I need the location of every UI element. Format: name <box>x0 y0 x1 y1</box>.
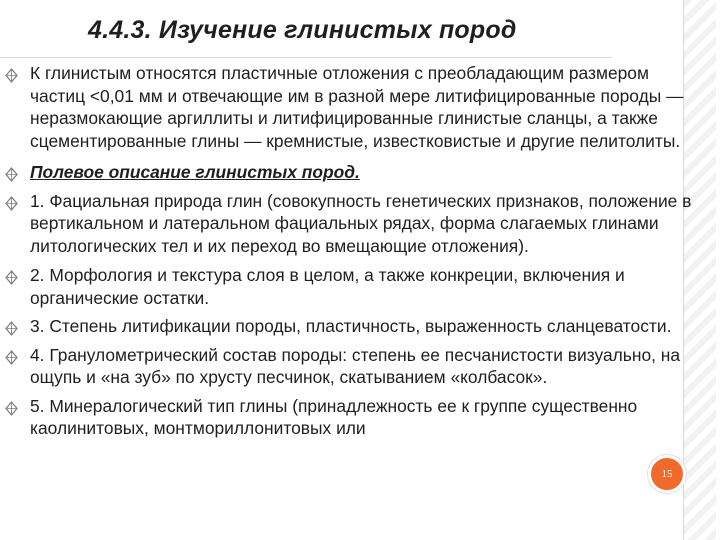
diamond-bullet-icon <box>4 66 19 81</box>
diamond-bullet-icon <box>4 399 19 414</box>
bullet-item <box>0 395 700 440</box>
bullet-list <box>0 62 700 440</box>
bullet-text: 1. Фациальная природа глин (совокупность генетических признаков, положение в вертикальном и латеральном фациальных рядах, форма слагаемых глинами литологических тел и их переход во вмещающие отложения). <box>30 190 692 256</box>
diamond-bullet-icon <box>4 194 19 209</box>
diamond-bullet-icon <box>4 319 19 334</box>
bullet-item <box>0 264 700 309</box>
section-heading: Полевое описание глинистых пород. <box>30 162 360 182</box>
bullet-text: 5. Минералогический тип глины (принадлежность ее к группе существенно каолинитовых, монтмориллонитовых или <box>30 395 638 438</box>
bullet-text: 2. Морфология и текстура слоя в целом, а также конкреции, включения и органические остатки. <box>30 265 625 308</box>
bullet-text: 4. Гранулометрический состав породы: степень ее песчанистости визуально, на ощупь и «на зуб» по хрусту песчинок, скатыванием «колбасок». <box>30 344 681 387</box>
bullet-text: 3. Степень литификации породы, пластичность, выраженность сланцеватости. <box>30 316 672 336</box>
bullet-item <box>0 161 700 184</box>
bullet-text: К глинистым относятся пластичные отложения с преобладающим размером частиц <0,01 мм и отвечающие им в разной мере литифицированные породы — неразмокающие аргиллиты и литифицированные глинистые сланцы, а также сцементированные глины — кремнистые, известковистые и другие пелитолиты. <box>30 63 684 151</box>
bullet-item <box>0 190 700 258</box>
page-number-badge: 15 <box>648 455 686 493</box>
diamond-bullet-icon <box>4 165 19 180</box>
bullet-item <box>0 62 700 152</box>
title-divider <box>0 57 612 58</box>
bullet-item <box>0 344 700 389</box>
slide-title: 4.4.3. Изучение глинистых пород <box>88 16 517 44</box>
diamond-bullet-icon <box>4 268 19 283</box>
diamond-bullet-icon <box>4 348 19 363</box>
bullet-item <box>0 315 700 338</box>
